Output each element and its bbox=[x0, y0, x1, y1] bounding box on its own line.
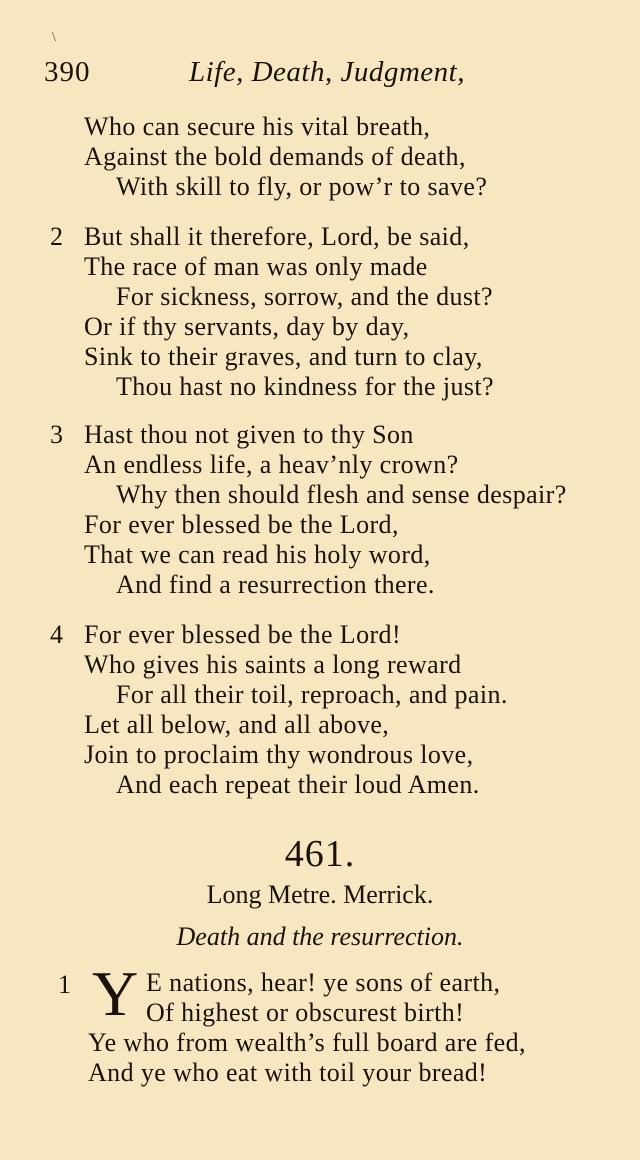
verse-line: For all their toil, reproach, and pain. bbox=[116, 680, 508, 709]
verse-line: That we can read his holy word, bbox=[84, 540, 431, 569]
verse-line: Who can secure his vital breath, bbox=[84, 112, 431, 141]
verse-line: Who gives his saints a long reward bbox=[84, 650, 462, 679]
verse-line: And find a resurrection there. bbox=[116, 570, 435, 599]
verse-line: The race of man was only made bbox=[84, 252, 428, 281]
stanza-number: 1 bbox=[58, 970, 71, 999]
margin-mark: \ bbox=[52, 30, 56, 45]
verse-line: And each repeat their loud Amen. bbox=[116, 770, 480, 799]
stanza-number: 4 bbox=[50, 620, 63, 649]
verse-line: Ye who from wealth’s full board are fed, bbox=[88, 1028, 526, 1057]
verse-line: Let all below, and all above, bbox=[84, 710, 390, 739]
stanza-number: 2 bbox=[50, 222, 63, 251]
drop-cap: Y bbox=[92, 958, 139, 1029]
verse-line: Of highest or obscurest birth! bbox=[146, 998, 465, 1027]
running-head: Life, Death, Judgment, bbox=[189, 56, 465, 88]
verse-line: Or if thy servants, day by day, bbox=[84, 312, 410, 341]
verse-line: Why then should flesh and sense despair? bbox=[116, 480, 567, 509]
verse-line: Hast thou not given to thy Son bbox=[84, 420, 414, 449]
verse-line: An endless life, a heav’nly crown? bbox=[84, 450, 459, 479]
hymn-subject: Death and the resurrection. bbox=[176, 922, 464, 951]
verse-line: Sink to their graves, and turn to clay, bbox=[84, 342, 483, 371]
verse-line: And ye who eat with toil your bread! bbox=[88, 1058, 488, 1087]
verse-line: With skill to fly, or pow’r to save? bbox=[116, 172, 488, 201]
verse-line: For ever blessed be the Lord, bbox=[84, 510, 399, 539]
stanza-number: 3 bbox=[50, 420, 63, 449]
hymn-number: 461. bbox=[284, 833, 356, 875]
page-header bbox=[44, 56, 610, 96]
verse-line: Join to proclaim thy wondrous love, bbox=[84, 740, 474, 769]
verse-line: For ever blessed be the Lord! bbox=[84, 620, 401, 649]
hymn-meter: Long Metre. Merrick. bbox=[206, 880, 434, 909]
page-number: 390 bbox=[44, 56, 91, 88]
verse-line: But shall it therefore, Lord, be said, bbox=[84, 222, 470, 251]
verse-line: For sickness, sorrow, and the dust? bbox=[116, 282, 493, 311]
verse-line: Against the bold demands of death, bbox=[84, 142, 466, 171]
verse-line: E nations, hear! ye sons of earth, bbox=[146, 968, 501, 997]
verse-line: Thou hast no kindness for the just? bbox=[116, 372, 494, 401]
